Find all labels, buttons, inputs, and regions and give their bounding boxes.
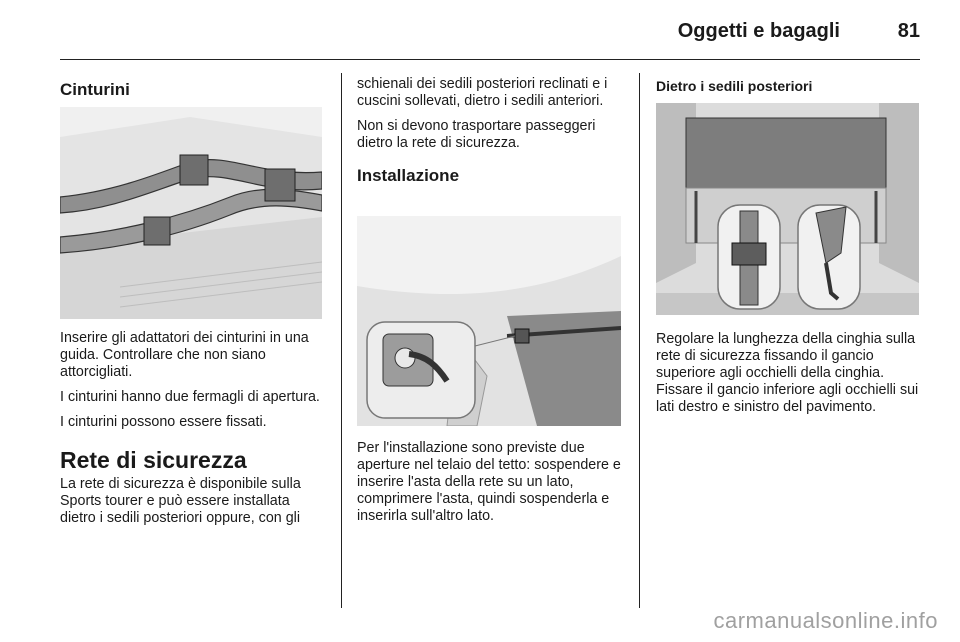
column-1-text: [60, 330, 324, 535]
page-title: Oggetti e bagagli: [677, 20, 840, 42]
figure-installation: [357, 216, 621, 426]
paragraph: Inserire gli adattatori dei cinturini in una guida. Controllare che non siano attorcigliati.: [60, 330, 309, 380]
column-divider-2: [639, 73, 640, 608]
paragraph: Per l'installazione sono previste due aperture nel telaio del tetto: sospendere e inserire l'asta della rete su un lato, comprimere l'asta, quindi sospenderla e inserirla sull'altro lato.: [357, 440, 621, 524]
page-header: [60, 18, 920, 58]
installation-illustration: [357, 216, 621, 426]
belts-illustration: [60, 107, 322, 319]
paragraph: I cinturini possono essere fissati.: [60, 414, 267, 430]
page-number: 81: [897, 20, 920, 42]
heading-installazione: Installazione: [357, 166, 460, 185]
column-3-text: [656, 331, 920, 424]
paragraph: I cinturini hanno due fermagli di apertura.: [60, 389, 320, 405]
column-divider-1: [341, 73, 342, 608]
heading-dietro-i-sedili: Dietro i sedili posteriori: [656, 78, 813, 94]
header-rule: [60, 59, 920, 60]
paragraph: schienali dei sedili posteriori reclinati e i cuscini sollevati, dietro i sedili anteriori.: [357, 76, 608, 109]
heading-rete-di-sicurezza: Rete di sicurezza: [60, 447, 247, 473]
paragraph: La rete di sicurezza è disponibile sulla Sports tourer e può essere installata dietro i sedili posteriori oppure, con gli: [60, 476, 301, 526]
rear-seats-illustration: [656, 103, 919, 315]
paragraph: Non si devono trasportare passeggeri dietro la rete di sicurezza.: [357, 118, 596, 151]
watermark: carmanualsonline.info: [713, 608, 938, 633]
column-3-heading: [656, 78, 920, 94]
column-2-text: [357, 76, 625, 186]
column-1: [60, 73, 324, 100]
column-2-bottom: [357, 440, 625, 533]
heading-cinturini: Cinturini: [60, 80, 130, 99]
figure-rear-seats: [656, 103, 919, 315]
paragraph: Regolare la lunghezza della cinghia sulla rete di sicurezza fissando il gancio superiore agli occhielli della cinghia. Fissare il gancio inferiore agli occhielli sui lati destro e sinistro del pavimento.: [656, 331, 919, 415]
figure-belts: [60, 107, 322, 319]
